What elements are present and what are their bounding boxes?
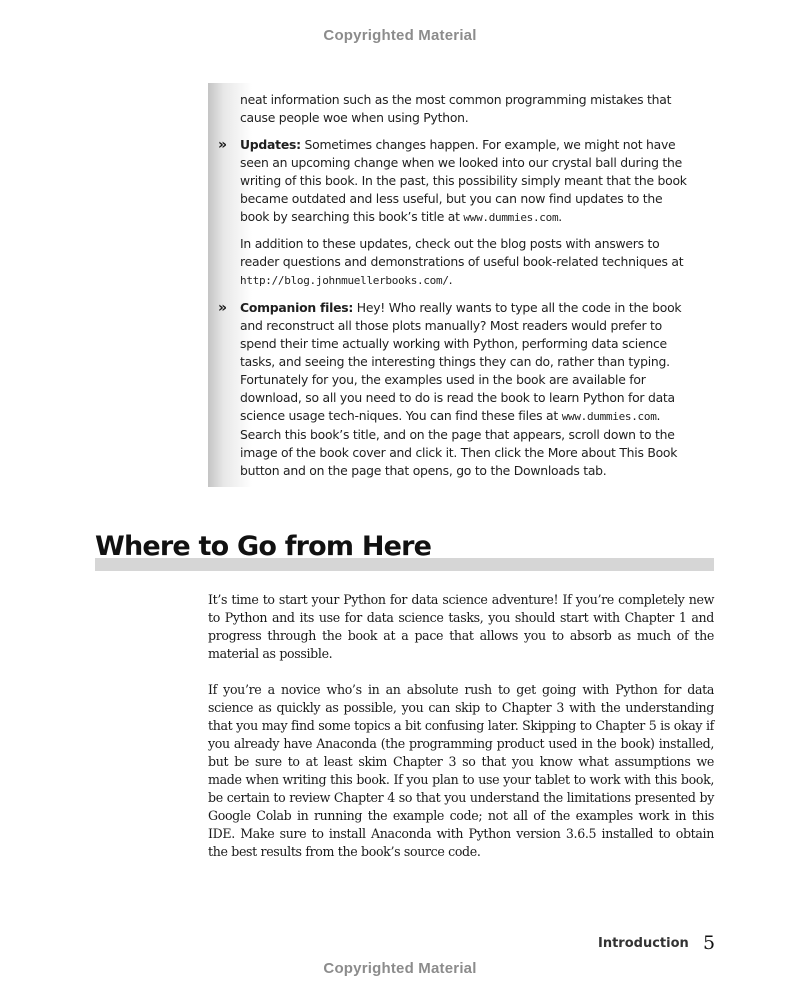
updates-title: Updates: (240, 137, 301, 152)
companion-link[interactable]: www.dummies.com (561, 410, 657, 423)
updates-link[interactable]: www.dummies.com (463, 211, 559, 224)
blog-link[interactable]: http://blog.johnmuellerbooks.com/ (240, 274, 449, 287)
bullet-icon: » (218, 137, 225, 153)
updates-text: Sometimes changes happen. For example, we might not have seen an upcoming change when we looked into our crystal ball during the writing of this book. In the past, this possibility simply meant that the book became outdated and less useful, but you can now find updates to the book by searching this book’s title at (240, 137, 687, 224)
companion-text-end: . Search this book’s title, and on the page that appears, scroll down to the image of the book cover and click it. Then click the More about This Book button and on the page that opens, go to the Downloads tab. (240, 408, 678, 478)
bullet-icon: » (218, 300, 225, 316)
paragraph-2: If you’re a novice who’s in an absolute rush to get going with Python for data science as quickly as possible, you can skip to Chapter 3 with the understanding that you may find some topics a bit confusing later. Skipping to Chapter 5 is okay if you already have Anaconda (the programming product used in the book) installed, but be sure to at least skim Chapter 3 so that you know what assumptions we made when writing this book. If you plan to use your tablet to work with this book, be certain to review Chapter 4 so that you understand the limitations presented by Google Colab in running the example code; not all of the examples work in this IDE. Make sure to install Anaconda with Python version 3.6.5 installed to obtain the best results from the book’s source code. (208, 682, 714, 859)
updates-text-end: . (558, 209, 562, 224)
page-number: 5 (703, 932, 716, 954)
watermark-bottom: Copyrighted Material (323, 960, 477, 977)
updates-item (240, 136, 695, 227)
paragraph-1: It’s time to start your Python for data science adventure! If you’re completely new to Python and its use for data science tasks, you should start with Chapter 1 and progress through the book at a pace that allows you to absorb as much of the material as possible. (208, 592, 714, 661)
updates-extra (240, 235, 695, 290)
updates-extra-end: . (448, 272, 453, 287)
companion-text: Hey! Who really wants to type all the code in the book and reconstruct all those plots manually? Most readers would prefer to spend their time actually working with Python, performing data science tasks, and seeing the interesting things they can do, rather than typing. Fortunately for you, the examples used in the book are available for download, so all you need to do is read the book to learn Python for data science usage tech-niques. You can find these files at (240, 300, 682, 423)
section-heading: Where to Go from Here (95, 531, 432, 562)
companion-files-item (240, 299, 695, 480)
watermark-top: Copyrighted Material (323, 27, 477, 44)
companion-title: Companion files: (240, 300, 354, 315)
running-footer-label: Introduction (598, 936, 689, 951)
sidebar-intro-text: neat information such as the most common programming mistakes that cause people woe when using Python. (240, 92, 672, 125)
updates-extra-text: In addition to these updates, check out the blog posts with answers to reader questions and demonstrations of useful book-related techniques at (240, 236, 684, 269)
